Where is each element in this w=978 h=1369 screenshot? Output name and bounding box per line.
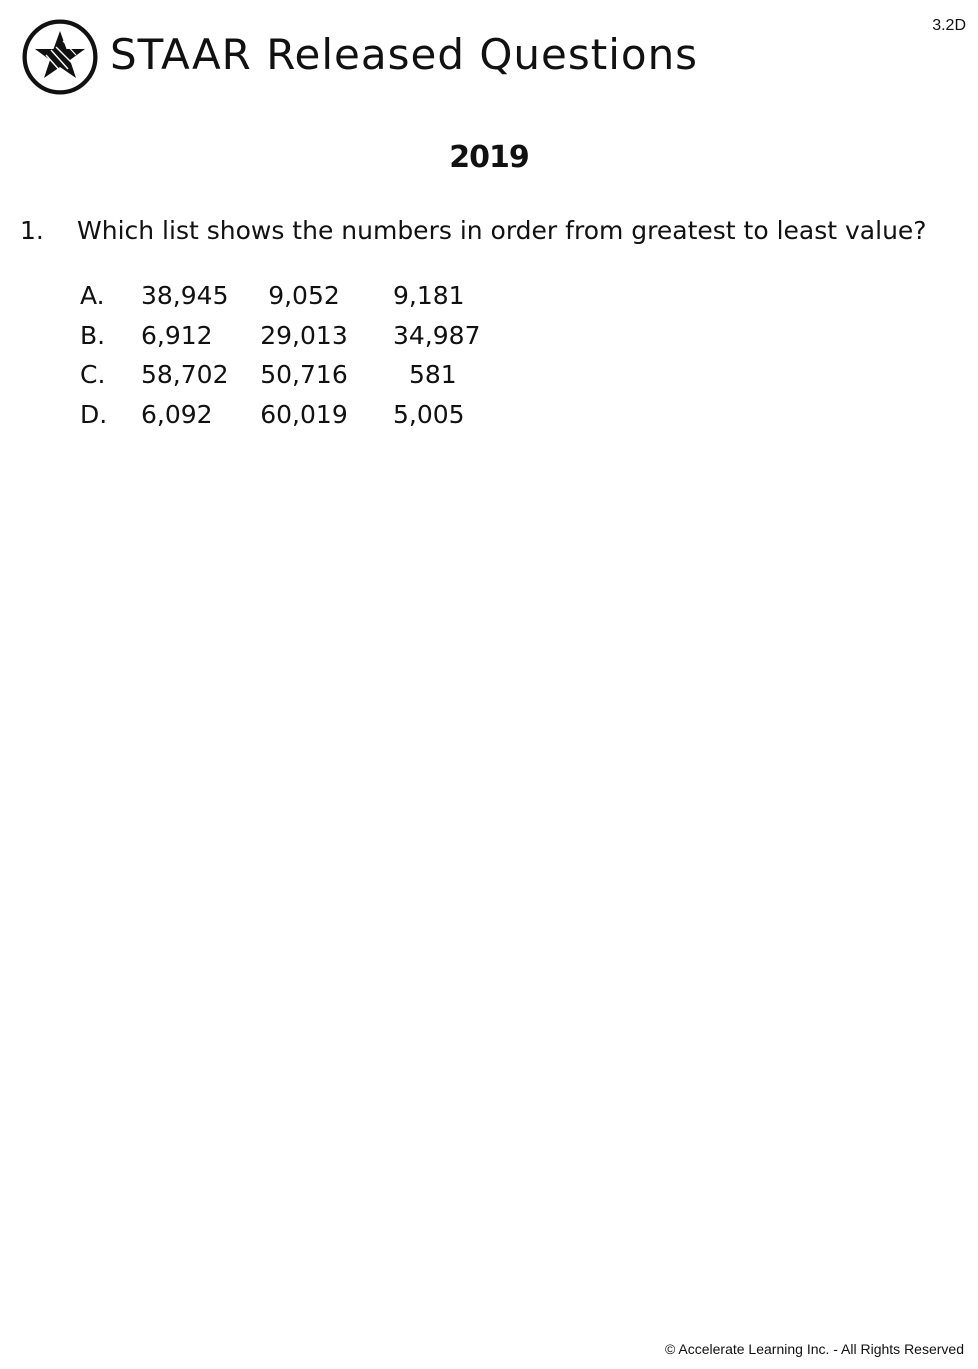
choice-value: 6,912 [141, 320, 213, 350]
choice-letter: D. [80, 399, 108, 429]
standard-code: 3.2D [932, 17, 966, 34]
choice-value: 9,052 [268, 281, 340, 310]
choice-letter: C. [80, 360, 106, 389]
question-text: Which list shows the numbers in order from greatest to least value? [77, 216, 927, 245]
star-circle-logo-icon [20, 17, 100, 97]
choice-value: 6,092 [141, 399, 213, 429]
copyright-footer: © Accelerate Learning Inc. - All Rights Reserved [664, 1341, 964, 1357]
year-heading: 2019 [449, 140, 529, 175]
choice-letter: A. [80, 281, 105, 310]
choice-value: 50,716 [260, 360, 348, 389]
choice-value: 29,013 [260, 320, 348, 350]
page-title: STAAR Released Questions [110, 30, 699, 79]
choice-value: 38,945 [141, 281, 229, 310]
question-number: 1. [20, 216, 44, 245]
choice-value: 5,005 [393, 399, 465, 429]
choice-value: 9,181 [393, 281, 465, 310]
choice-value: 581 [409, 360, 457, 389]
choice-value: 34,987 [393, 320, 481, 350]
choice-value: 58,702 [141, 360, 229, 389]
choice-letter: B. [80, 320, 106, 350]
choice-value: 60,019 [260, 399, 348, 429]
